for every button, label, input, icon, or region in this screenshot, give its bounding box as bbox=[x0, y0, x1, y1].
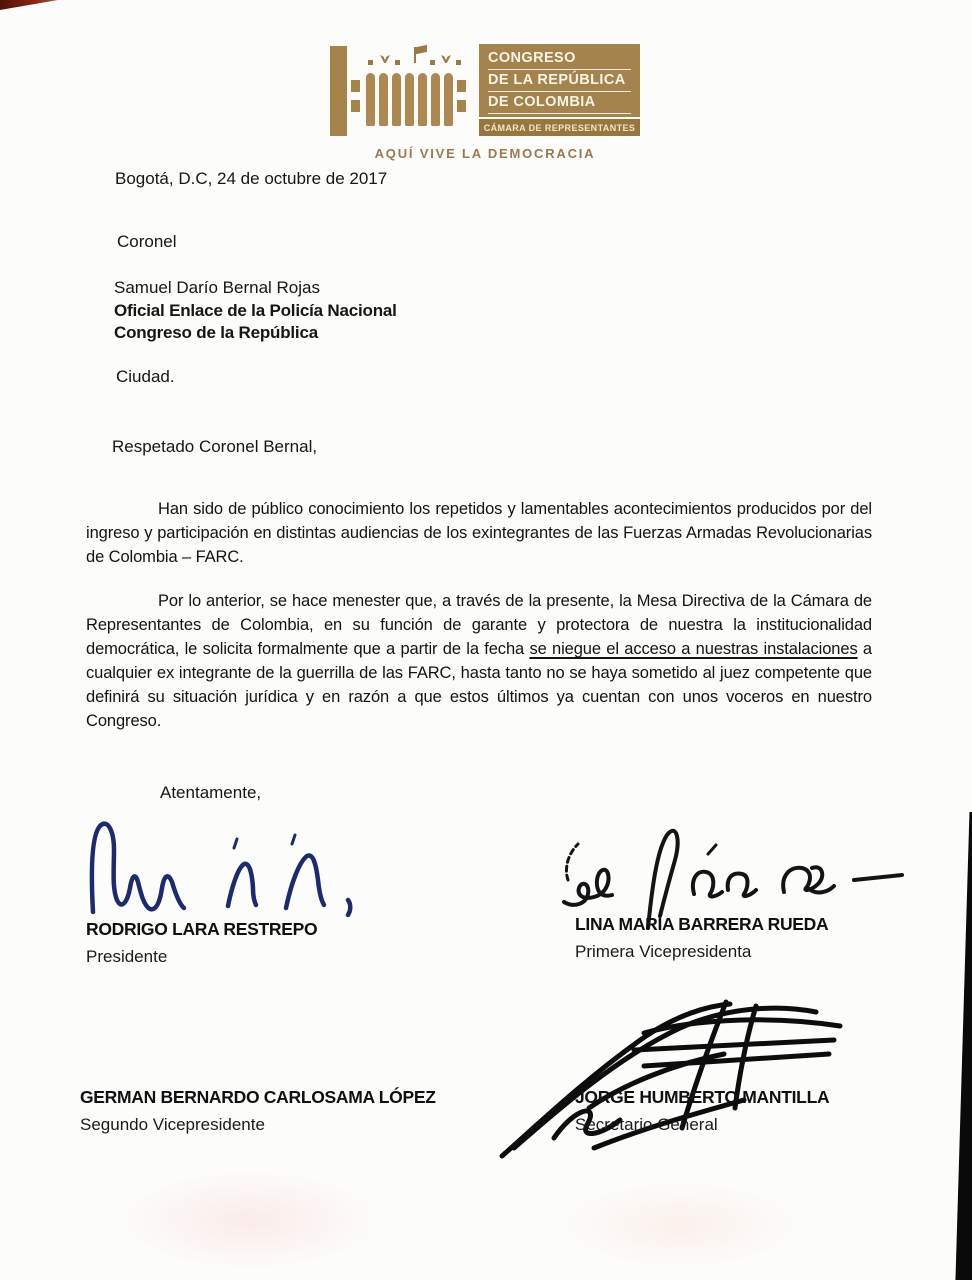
signatory-title: Primera Vicepresidenta bbox=[575, 942, 752, 961]
signatory-title: Presidente bbox=[86, 947, 168, 966]
logo-text-box bbox=[479, 44, 640, 137]
recipient-role-2: Congreso de la República bbox=[114, 323, 318, 342]
recipient-address-block bbox=[114, 277, 397, 345]
recipient-name: Samuel Darío Bernal Rojas bbox=[114, 278, 320, 297]
paragraph-2-post: a cualquier ex integrante de la guerrilla de las FARC, hasta tanto no se haya sometido al juez competente que definirá su situación jurídica y en razón a que estos últimos ya cuentan con unos voceros en nuestro Congreso. bbox=[86, 640, 873, 730]
signatory-block-president bbox=[86, 916, 317, 970]
signatory-name: LINA MARÍA BARRERA RUEDA bbox=[575, 914, 829, 934]
scan-edge-shadow-right bbox=[954, 812, 972, 1280]
scan-bleedthrough-smudge bbox=[560, 1180, 800, 1270]
signatory-block-secretary-general bbox=[575, 1084, 829, 1138]
scan-artifact-top-left bbox=[0, 0, 58, 10]
signatory-block-first-vicepresident bbox=[575, 911, 828, 965]
bird-mark-icon bbox=[380, 55, 390, 63]
paragraph-1: Han sido de público conocimiento los repetidos y lamentables acontecimientos producidos por del ingreso y participación en distintas audiencias de los exintegrantes de las Fuerzas Armadas Revolucionarias de Colombia – FARC. bbox=[86, 500, 872, 566]
recipient-role-1: Oficial Enlace de la Policía Nacional bbox=[114, 300, 397, 320]
logo-tagline: AQUÍ VIVE LA DEMOCRACIA bbox=[374, 146, 596, 161]
capitol-building-icon bbox=[330, 44, 472, 137]
paragraph-2 bbox=[86, 589, 872, 733]
logo-org-line: CONGRESO bbox=[488, 48, 631, 70]
greeting-line: Respetado Coronel Bernal, bbox=[112, 437, 318, 456]
logo-org-line: DE COLOMBIA bbox=[488, 92, 631, 114]
signature-rodrigo-lara bbox=[86, 816, 386, 918]
signatory-block-second-vicepresident bbox=[80, 1084, 436, 1138]
signatory-name: RODRIGO LARA RESTREPO bbox=[86, 919, 318, 939]
bird-mark-icon bbox=[441, 55, 451, 63]
logo-org-line: DE LA REPÚBLICA bbox=[488, 70, 631, 92]
signatory-name: GERMAN BERNARDO CARLOSAMA LÓPEZ bbox=[80, 1087, 436, 1107]
logo-chamber-strip: CÁMARA DE REPRESENTANTES bbox=[479, 117, 640, 136]
paragraph-2-underlined-clause: se niegue el acceso a nuestras instalaciones bbox=[529, 640, 858, 658]
signatory-title: Secretario General bbox=[575, 1115, 718, 1134]
congress-logo bbox=[330, 44, 640, 137]
paragraph-2-pre: Por lo anterior, se hace menester que, a través de la presente, la Mesa Directiva de la Cámara de Representantes de Colombia, en su función de garante y protectora de nuestra la institucionalidad democrática, le solicita formalmente que a partir de la fecha bbox=[86, 592, 872, 658]
closing-line: Atentamente, bbox=[160, 783, 262, 802]
recipient-rank: Coronel bbox=[117, 232, 177, 251]
scan-bleedthrough-smudge bbox=[120, 1170, 380, 1270]
signatory-name: JORGE HUMBERTO MANTILLA bbox=[575, 1087, 830, 1107]
date-line: Bogotá, D.C, 24 de octubre de 2017 bbox=[115, 169, 388, 188]
city-line: Ciudad. bbox=[116, 367, 175, 386]
signatory-title: Segundo Vicepresidente bbox=[80, 1115, 265, 1134]
